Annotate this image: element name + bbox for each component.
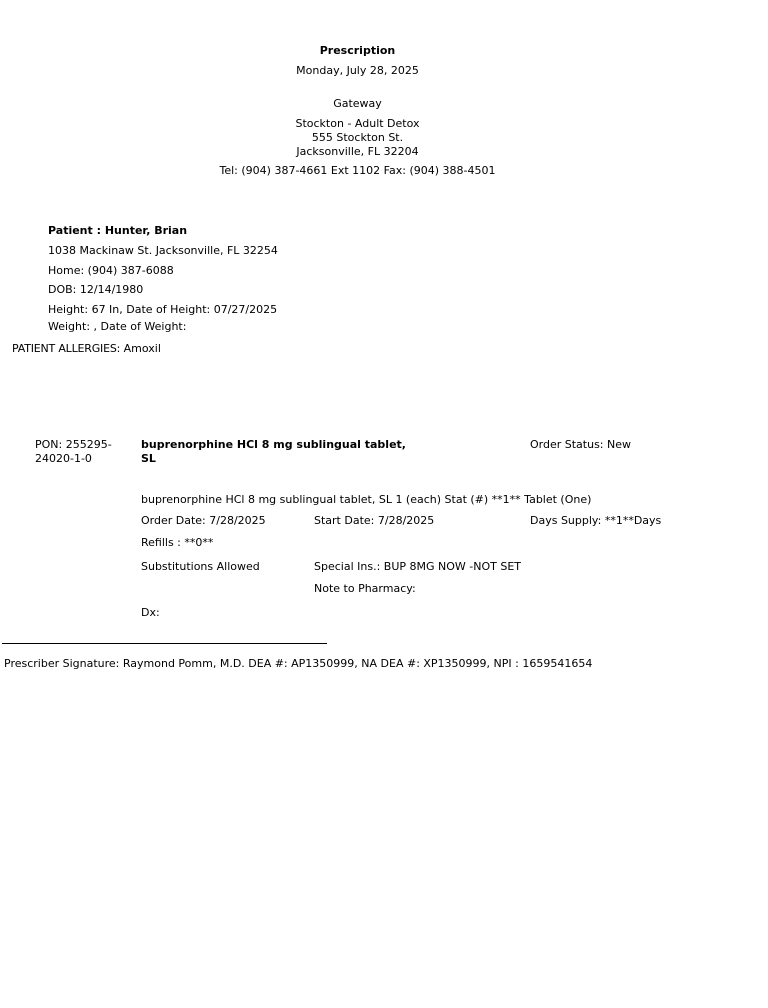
signature-line <box>2 643 327 644</box>
facility-address-line1: 555 Stockton St. <box>311 131 404 144</box>
organization-name: Gateway <box>333 97 382 110</box>
patient-address: 1038 Mackinaw St. Jacksonville, FL 32254 <box>48 244 278 257</box>
patient-home-phone: Home: (904) 387-6088 <box>48 264 174 277</box>
allergies-value: Amoxil <box>123 342 161 355</box>
drug-title: buprenorphine HCl 8 mg sublingual tablet, SL <box>141 438 406 465</box>
order-sig: buprenorphine HCl 8 mg sublingual tablet, SL 1 (each) Stat (#) **1** Tablet (One) <box>141 493 592 506</box>
allergies-label: PATIENT ALLERGIES: <box>12 342 121 355</box>
patient-name: Patient : Hunter, Brian <box>48 224 188 237</box>
substitutions: Substitutions Allowed <box>141 560 260 573</box>
order-pon: PON: 255295-24020-1-0 <box>35 438 112 465</box>
patient-height: Height: 67 In, Date of Height: 07/27/2025 <box>48 303 278 316</box>
document-title: Prescription <box>319 44 396 57</box>
patient-allergies <box>12 342 161 355</box>
facility-address-line2: Jacksonville, FL 32204 <box>296 145 419 158</box>
order-date: Order Date: 7/28/2025 <box>141 514 266 527</box>
order-status: Order Status: New <box>530 438 632 451</box>
prescriber-signature: Prescriber Signature: Raymond Pomm, M.D. DEA #: AP1350999, NA DEA #: XP1350999, NPI : 1659541654 <box>4 657 593 670</box>
diagnosis: Dx: <box>141 606 160 619</box>
facility-contact: Tel: (904) 387-4661 Ext 1102 Fax: (904) 388-4501 <box>219 164 496 177</box>
special-instructions: Special Ins.: BUP 8MG NOW -NOT SET <box>314 560 521 573</box>
patient-dob: DOB: 12/14/1980 <box>48 283 144 296</box>
days-supply: Days Supply: **1**Days <box>530 514 662 527</box>
refills: Refills : **0** <box>141 536 214 549</box>
facility-name: Stockton - Adult Detox <box>295 117 420 130</box>
note-to-pharmacy: Note to Pharmacy: <box>314 582 416 595</box>
patient-weight: Weight: , Date of Weight: <box>48 320 187 333</box>
document-date: Monday, July 28, 2025 <box>296 64 419 77</box>
start-date: Start Date: 7/28/2025 <box>314 514 435 527</box>
